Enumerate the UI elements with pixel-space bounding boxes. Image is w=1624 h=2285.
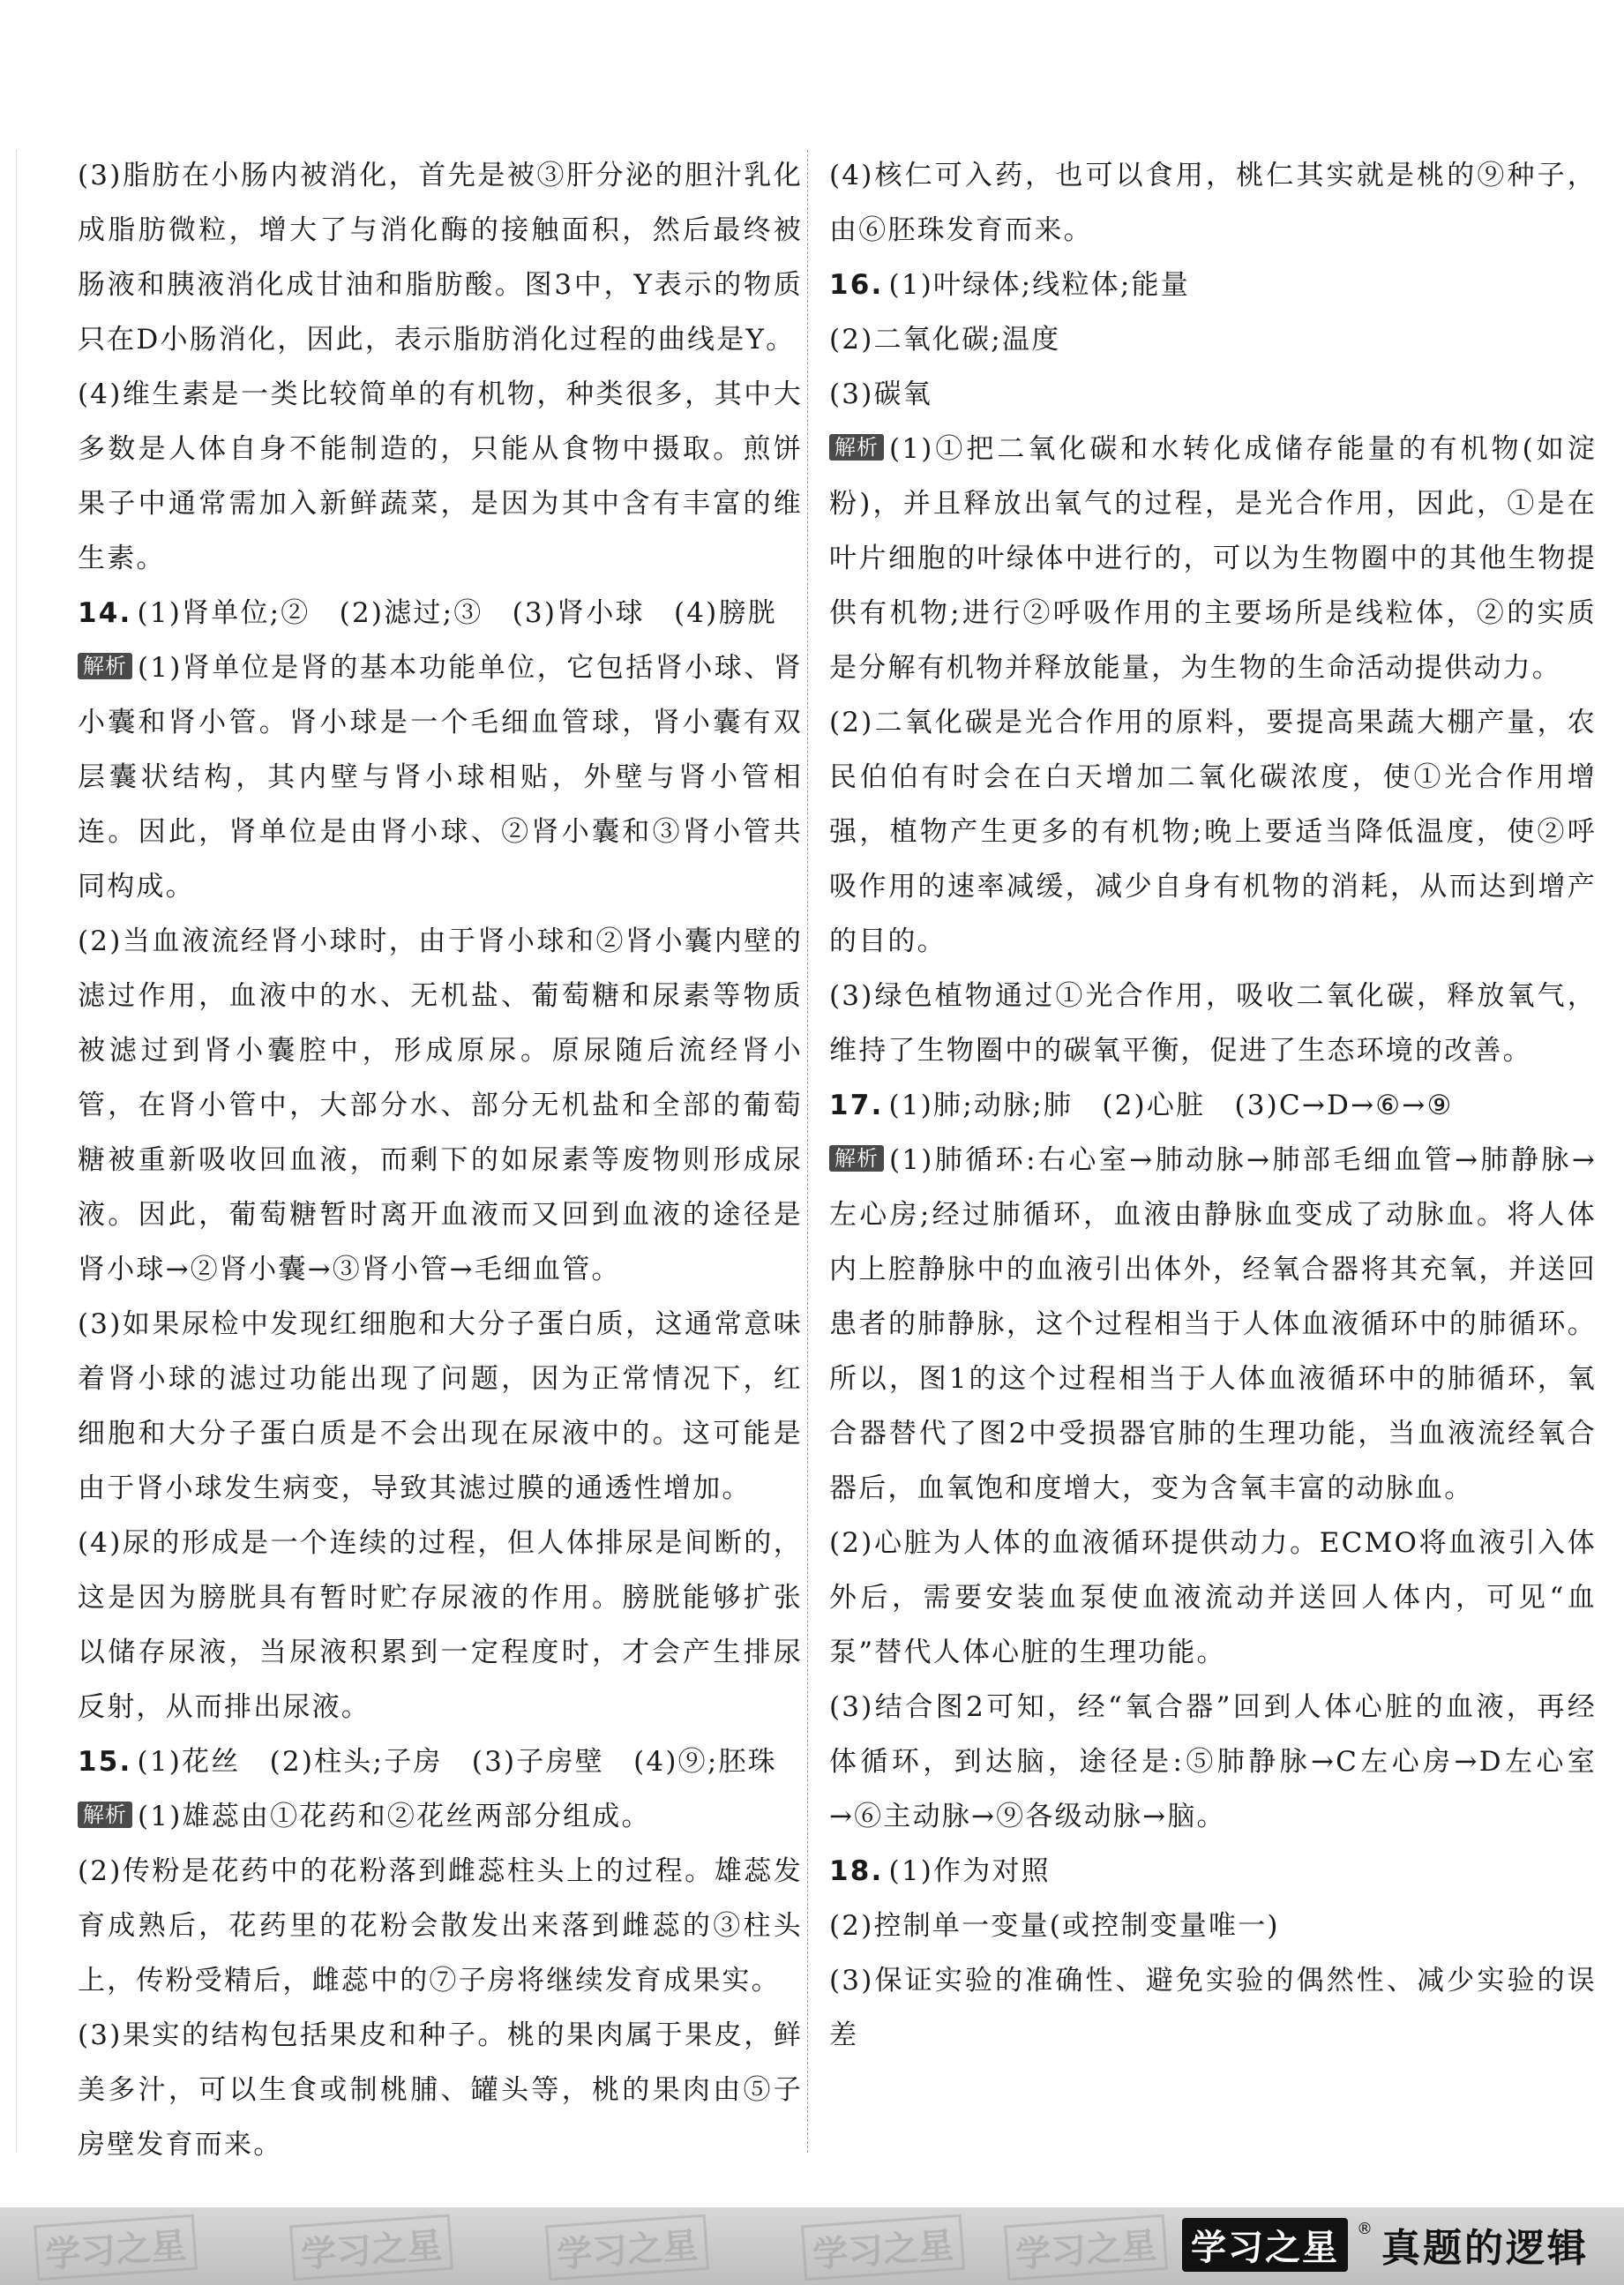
explanation-paragraph [829,367,1597,422]
left-column [78,148,803,2172]
answer-line [78,586,803,641]
explanation-paragraph [78,148,803,367]
brand-logo: 学习之星 [1182,2218,1348,2272]
explanation-paragraph [829,312,1597,367]
explanation-paragraph [829,1953,1597,2063]
paragraph-text: (2)当血液流经肾小球时，由于肾小球和②肾小囊内壁的滤过作用，血液中的水、无机盐、葡萄糖和尿素等物质被滤过到肾小囊腔中，形成原尿。原尿随后流经肾小管，在肾小管中，大部分水、部分无机盐和全部的葡萄糖被重新吸收回血液，而剩下的如尿素等废物则形成尿液。因此，葡萄糖暂时离开血液而又回到血液的途径是肾小球→②肾小囊→③肾小管→毛细血管。 [78,925,803,1285]
paragraph-text: (2)二氧化碳是光合作用的原料，要提高果蔬大棚产量，农民伯伯有时会在白天增加二氧化碳浓度，使①光合作用增强，植物产生更多的有机物;晚上要适当降低温度，使②呼吸作用的速率减缓，减少自身有机物的消耗，从而达到增产的目的。 [829,707,1597,957]
question-number: 14. [78,597,132,629]
answer-line [78,1734,803,1789]
column-divider [807,150,808,2153]
question-number: 15. [78,1746,132,1778]
explanation-paragraph [829,1680,1597,1844]
analysis-tag: 解析 [829,1145,884,1172]
analysis-paragraph [78,641,803,914]
explanation-paragraph [78,1297,803,1516]
paragraph-text: (3)如果尿检中发现红细胞和大分子蛋白质，这通常意味着肾小球的滤过功能出现了问题，因为正常情况下，红细胞和大分子蛋白质是不会出现在尿液中的。这可能是由于肾小球发生病变，导致其滤过膜的通透性增加。 [78,1308,803,1504]
watermark-logo: 学习之星 [801,2214,965,2281]
paragraph-text: (1)肺;动脉;肺 (2)心脏 (3)C→D→⑥→⑨ [888,1090,1454,1121]
paragraph-text: (3)果实的结构包括果皮和种子。桃的果肉属于果皮，鲜美多汁，可以生食或制桃脯、罐头等，桃的果肉由⑤子房壁发育而来。 [78,2019,803,2161]
paragraph-text: (3)保证实验的准确性、避免实验的偶然性、减少实验的误差 [829,1965,1597,2051]
explanation-paragraph [829,695,1597,969]
paragraph-text: (1)叶绿体;线粒体;能量 [888,269,1190,301]
explanation-paragraph [78,914,803,1297]
paragraph-text: (1)肺循环:右心室→肺动脉→肺部毛细血管→肺静脉→左心房;经过肺循环，血液由静脉血变成了动脉血。将人体内上腔静脉中的血液引出体外，经氧合器将其充氧，并送回患者的肺静脉，这个过程相当于人体血液循环中的肺循环。所以，图1的这个过程相当于人体血液循环中的肺循环，氧合器替代了图2中受损器官肺的生理功能，当血液流经氧合器后，血氧饱和度增大，变为含氧丰富的动脉血。 [829,1144,1597,1504]
binding-edge-line [16,150,17,2153]
watermark-logo: 学习之星 [545,2214,709,2281]
right-column [829,148,1597,2063]
analysis-tag: 解析 [78,653,132,679]
paragraph-text: (2)控制单一变量(或控制变量唯一) [829,1910,1280,1942]
analysis-paragraph [78,1789,803,1844]
paragraph-text: (3)碳氧 [829,378,932,410]
paragraph-text: (3)脂肪在小肠内被消化，首先是被③肝分泌的胆汁乳化成脂肪微粒，增大了与消化酶的接触面积，然后最终被肠液和胰液消化成甘油和脂肪酸。图3中，Y表示的物质只在D小肠消化，因此，表示脂肪消化过程的曲线是Y。 [78,160,803,356]
analysis-paragraph [829,422,1597,695]
paragraph-text: (3)结合图2可知，经“氧合器”回到人体心脏的血液，再经体循环，到达脑，途径是:⑤肺静脉→C左心房→D左心室→⑥主动脉→⑨各级动脉→脑。 [829,1691,1597,1832]
analysis-paragraph [829,1133,1597,1516]
explanation-paragraph [78,2008,803,2172]
paragraph-text: (1)作为对照 [888,1855,1051,1887]
question-number: 18. [829,1855,884,1887]
paragraph-text: (1)花丝 (2)柱头;子房 (3)子房壁 (4)⑨;胚珠 [137,1746,777,1778]
explanation-paragraph [829,148,1597,258]
answer-line [829,1078,1597,1133]
answer-line [829,258,1597,312]
paragraph-text: (1)肾单位;② (2)滤过;③ (3)肾小球 (4)膀胱 [137,597,777,629]
answer-line [829,1844,1597,1899]
paragraph-text: (4)维生素是一类比较简单的有机物，种类很多，其中大多数是人体自身不能制造的，只能从食物中摄取。煎饼果子中通常需加入新鲜蔬菜，是因为其中含有丰富的维生素。 [78,378,803,574]
watermark-logo: 学习之星 [1004,2214,1168,2281]
paragraph-text: (2)二氧化碳;温度 [829,324,1061,356]
brand-slogan: 真题的逻辑 [1381,2226,1589,2271]
paragraph-text: (2)心脏为人体的血液循环提供动力。ECMO将血液引入体外后，需要安装血泵使血液流动并送回人体内，可见“血泵”替代人体心脏的生理功能。 [829,1527,1597,1668]
paragraph-text: (1)肾单位是肾的基本功能单位，它包括肾小球、肾小囊和肾小管。肾小球是一个毛细血管球，肾小囊有双层囊状结构，其内壁与肾小球相贴，外壁与肾小管相连。因此，肾单位是由肾小球、②肾小囊和③肾小管共同构成。 [78,652,803,903]
question-number: 16. [829,269,884,301]
question-number: 17. [829,1090,884,1121]
explanation-paragraph [829,1516,1597,1680]
paragraph-text: (1)雄蕊由①花药和②花丝两部分组成。 [138,1801,651,1832]
analysis-tag: 解析 [829,434,884,461]
explanation-paragraph [78,1844,803,2008]
paragraph-text: (2)传粉是花药中的花粉落到雌蕊柱头上的过程。雄蕊发育成熟后，花药里的花粉会散发出来落到雌蕊的③柱头上，传粉受精后，雌蕊中的⑦子房将继续发育成果实。 [78,1855,803,1997]
analysis-tag: 解析 [78,1802,132,1828]
footer-bar [0,2207,1624,2285]
paragraph-text: (3)绿色植物通过①光合作用，吸收二氧化碳，释放氧气，维持了生物圈中的碳氧平衡，促进了生态环境的改善。 [829,980,1597,1067]
explanation-paragraph [829,1899,1597,1953]
registered-mark: ® [1357,2220,1373,2238]
paragraph-text: (1)①把二氧化碳和水转化成储存能量的有机物(如淀粉)，并且释放出氧气的过程，是光合作用，因此，①是在叶片细胞的叶绿体中进行的，可以为生物圈中的其他生物提供有机物;进行②呼吸作用的主要场所是线粒体，②的实质是分解有机物并释放能量，为生物的生命活动提供动力。 [829,433,1597,684]
paragraph-text: (4)尿的形成是一个连续的过程，但人体排尿是间断的，这是因为膀胱具有暂时贮存尿液的作用。膀胱能够扩张以储存尿液，当尿液积累到一定程度时，才会产生排尿反射，从而排出尿液。 [78,1527,803,1723]
explanation-paragraph [78,367,803,586]
watermark-logo: 学习之星 [34,2214,198,2281]
watermark-logo: 学习之星 [289,2214,453,2281]
paragraph-text: (4)核仁可入药，也可以食用，桃仁其实就是桃的⑨种子，由⑥胚珠发育而来。 [829,160,1597,246]
brand-block [1182,2216,1589,2273]
explanation-paragraph [829,969,1597,1078]
explanation-paragraph [78,1516,803,1734]
